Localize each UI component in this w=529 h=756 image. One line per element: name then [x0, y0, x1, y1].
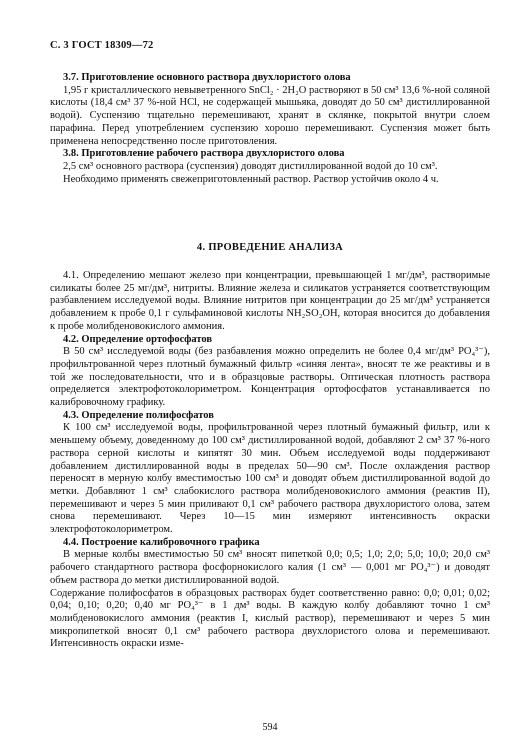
section-3-7-text: 1,95 г кристаллического невыветренного SnCl₂ · 2H₂O растворяют в 50 см³ 13,6 %-ной соляной кислоты (18,4 см³ 37 %-ной HCl, не содержащей мышьяка, доводят до 50 см³ дистиллированной водой). Суспензию тщательно перемешивают, хранят в склянке, покрытой внутри слоем парафина. Перед употреблением суспензию хорошо перемешивают. Суспензия может быть применена непосредственно после приготовления. [50, 84, 490, 147]
section-4-2-title: 4.2. Определение ортофосфатов [63, 333, 213, 345]
section-4-3-title: 4.3. Определение полифосфатов [63, 409, 214, 421]
section-4-2-text: В 50 см³ исследуемой воды (без разбавления можно определить не более 0,4 мг/дм³ PO₄³⁻), профильтрованной через плотный бумажный фильтр «синяя лента», вносят те же реактивы и в той же последовательности, что и в образцовые растворы. Оптическая плотность раствора определяется электрофотоколориметром. Концентрация ортофосфатов устанавливается по калибровочному графику. [50, 346, 490, 409]
page-number: 594 [262, 722, 278, 733]
page-header: С. 3 ГОСТ 18309—72 [50, 40, 154, 51]
section-4-3-text: К 100 см³ исследуемой воды, профильтрованной через плотный бумажный фильтр, или к меньшему объему, доведенному до 100 см³ дистиллированной водой, добавляют 2 см³ 37 %-ного раствора серной кислоты и кипятят 30 мин. Объем исследуемой воды поддерживают добавлением дистиллированной воды в пределах 50—90 см³. После охлаждения раствор переносят в мерную колбу вместимостью 100 см³ и доводят объем дистиллированной водой до метки. Добавляют 1 см³ слабокислого раствора молибденовокислого аммония (реактив II), перемешивают и через 5 мин приливают 0,1 см³ рабочего раствора двухлористого олова, затем снова перемешивают. Через 10—15 мин измеряют интенсивность окраски электрофотоколориметром. [50, 422, 490, 536]
section-4-body [50, 270, 490, 651]
section-4-1-text: 4.1. Определению мешают железо при концентрации, превышающей 1 мг/дм³, растворимые силикаты более 25 мг/дм³, нитриты. Влияние железа и силикатов устраняется соответствующим разбавлением исследуемой воды. Влияние нитритов при концентрации до 25 мг/дм³ устраняется добавлением к пробе 0,1 г сульфаминовой кислоты NH₂SO₂OH, которая вносится до добавления к пробе молибденовокислого аммония. [50, 270, 490, 332]
section-3-7-title: 3.7. Приготовление основного раствора двухлористого олова [63, 72, 351, 83]
section-4-4-text-1: В мерные колбы вместимостью 50 см³ вносят пипеткой 0,0; 0,5; 1,0; 2,0; 5,0; 10,0; 20,0 см³ рабочего стандартного раствора фосфорнокислого калия (1 см³ — 0,001 мг PO₄³⁻) и доводят объем раствора до метки дистиллированной водой. [50, 549, 490, 586]
section-4-title: 4. ПРОВЕДЕНИЕ АНАЛИЗА [196, 242, 344, 253]
section-3-8-text-1: 2,5 см³ основного раствора (суспензия) доводят дистиллированной водой до 10 см³. [63, 160, 438, 172]
section-3-8-title: 3.8. Приготовление рабочего раствора двухлористого олова [63, 148, 345, 160]
section-3-8-text-2: Необходимо применять свежеприготовленный раствор. Раствор устойчив около 4 ч. [63, 173, 439, 185]
section-3-7 [50, 72, 490, 186]
section-4-4-title: 4.4. Построение калибровочного графика [63, 536, 260, 548]
section-4-4-text-2: Содержание полифосфатов в образцовых растворах будет соответственно равно: 0,0; 0,01; 0,02; 0,04; 0,10; 0,20; 0,40 мг PO₄³⁻ в 1 дм³ воды. В каждую колбу добавляют точно 1 см³ молибденовокислого аммония (реактив I, кислый раствор), перемешивают и через 5 мин микропипеткой вносят 0,1 см³ рабочего раствора двухлористого олова и перемешивают. Интенсивность окраски изме- [50, 587, 490, 650]
